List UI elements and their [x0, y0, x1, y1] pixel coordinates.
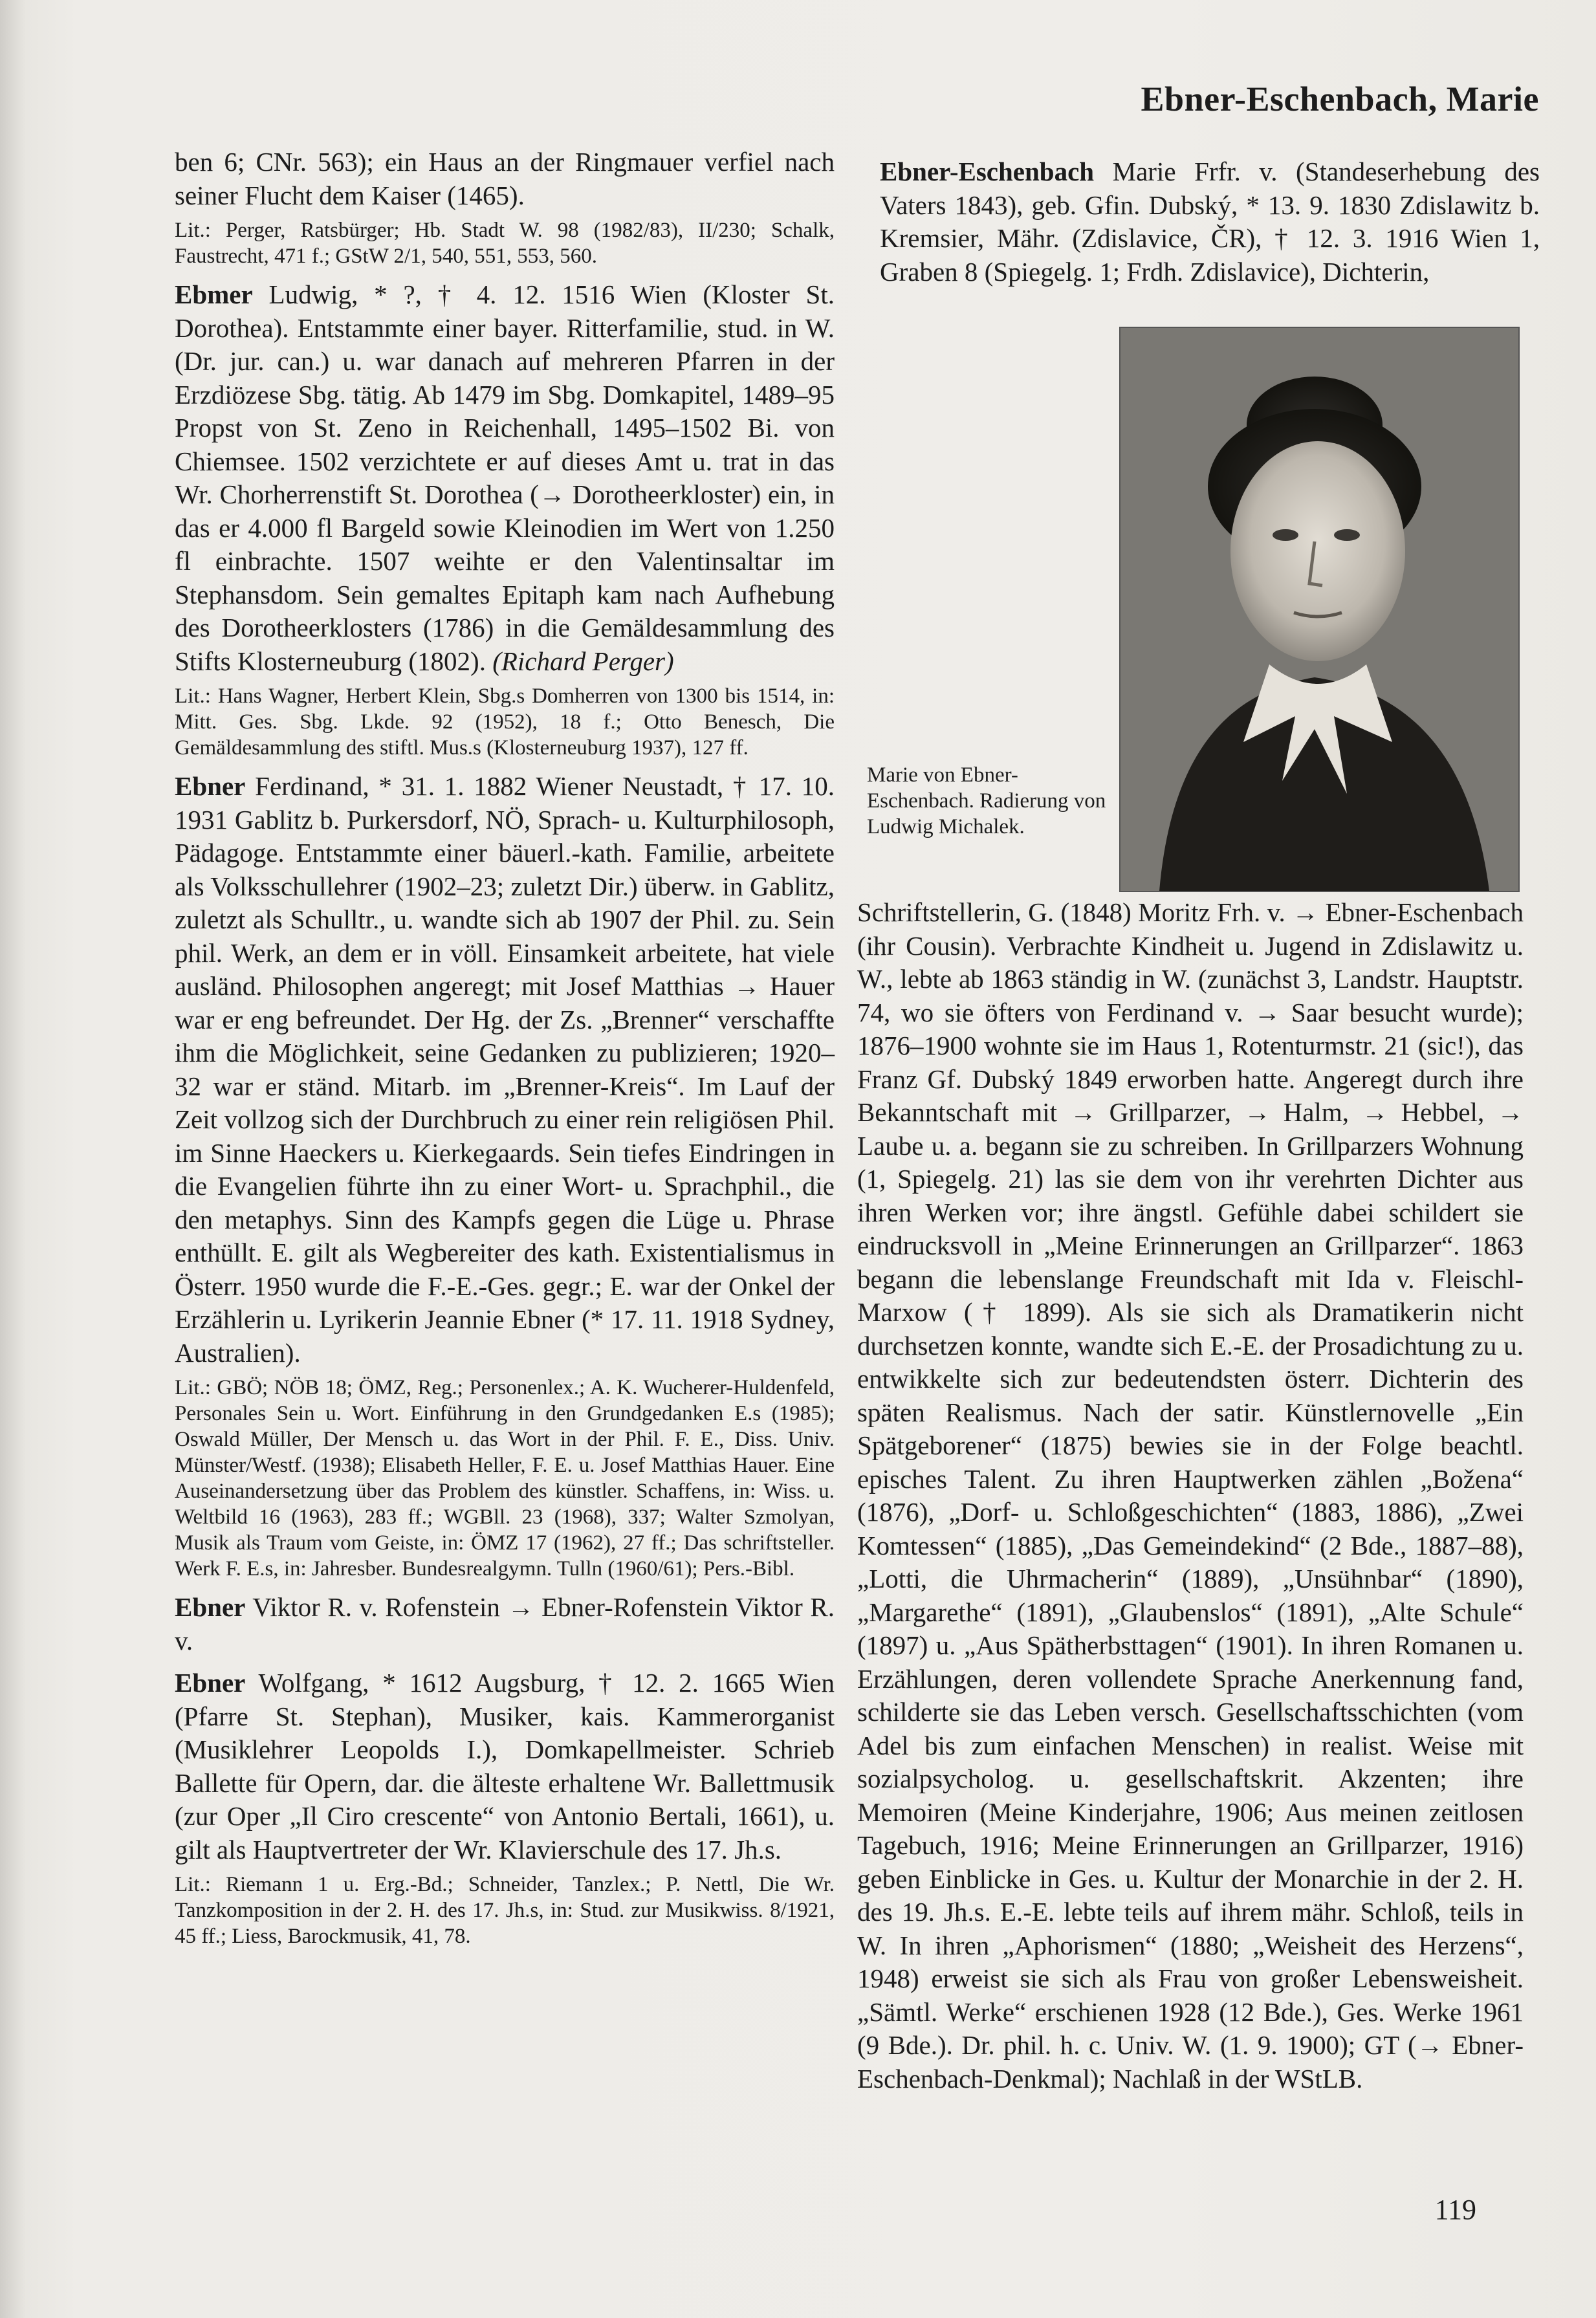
- running-header: Ebner-Eschenbach, Marie: [1141, 80, 1539, 118]
- entry-text: Ludwig, * ?, † 4. 12. 1516 Wien (Kloster St. Dorothea). Entstammte einer bayer. Ritterfamilie, stud. in W. (Dr. jur. can.) u. war danach auf mehreren Pfarren in der Erzdiözese Sbg. tätig. Ab 1479 im Sbg. Domkapitel, 1489–95 Propst von St. Zeno in Reichenhall, 1495–1502 Bi. von Chiemsee. 1502 verzichtete er auf dieses Amt u. trat in das Wr. Chorherrenstift St. Dorothea (→ Dorotheerkloster) ein, in das er 4.000 fl Bargeld sowie Kleinodien im Wert von 1.250 fl einbrachte. 1507 weihte er den Valentinsaltar im Stephansdom. Sein gemaltes Epitaph kam nach Aufhebung des Dorotheerklosters (1786) in die Gemäldesammlung des Stifts Klosterneuburg (1802).: [175, 279, 835, 676]
- entry-continuation: Schriftstellerin, G. (1848) Moritz Frh. v. → Ebner-Eschenbach (ihr Cousin). Verbrachte Kindheit u. Jugend in Zdislawitz u. W., lebte ab 1863 ständig in W. (zunächst 3, Landstr. Hauptstr. 74, wo sie öfters von Ferdinand v. → Saar besucht wurde); 1876–1900 wohnte sie im Haus 1, Rotenturmstr. 21 (sic!), das Franz Gf. Dubský 1849 erworben hatte. Angeregt durch ihre Bekanntschaft mit → Grillparzer, → Halm, → Hebbel, → Laube u. a. begann sie zu schreiben. In Grillparzers Wohnung (1, Spiegelg. 21) las sie dem von ihr verehrten Dichter aus ihren Werken vor; ihre ängstl. Gefühle dabei schildert sie eindrucksvoll in „Meine Erinnerungen an Grillparzer“. 1863 begann die lebenslange Freundschaft mit Ida v. Fleischl-Marxow († 1899). Als sie sich als Dramatikerin nicht durchsetzen konnte, wandte sich E.-E. der Prosadichtung zu u. entwikkelte sich zur bedeutendsten österr. Dichterin des späten Realismus. Nach der satir. Künstlernovelle „Ein Spätgeborener“ (1875) bewies sie in der Folge beachtl. episches Talent. Zu ihren Hauptwerken zählen „Božena“ (1876), „Dorf- u. Schloßgeschichten“ (1883, 1886), „Zwei Komtessen“ (1885), „Das Gemeindekind“ (2 Bde., 1887–88), „Lotti, die Uhrmacherin“ (1889), „Unsühnbar“ (1890), „Margarethe“ (1891), „Glaubenslos“ (1891), „Alte Schule“ (1897) u. „Aus Spätherbsttagen“ (1901). In ihren Romanen u. Erzählungen, deren vollendete Sprache Anerkennung fand, schilderte sie das Leben versch. Gesellschaftsschichten (vom Adel bis zum einfachen Menschen) in realist. Weise mit sozialpsycholog. u. gesellschaftskrit. Akzenten; ihre Memoiren (Meine Kinderjahre, 1906; Aus meinen zeitlosen Tagebuch, 1916; Meine Erinnerungen an Grillparzer, 1916) geben Einblicke in Ges. u. Kultur der Monarchie in der 2. H. des 19. Jh.s. E.-E. lebte teils auf ihrem mähr. Schloß, teils in W. In ihren „Aphorismen“ (1880; „Weisheit des Herzens“, 1948) erweist sie sich als Frau von großer Lebensweisheit. „Sämtl. Werke“ erschienen 1928 (12 Bde.), Ges. Werke 1961 (9 Bde.). Dr. phil. h. c. Univ. W. (1. 9. 1900); GT (→ Ebner-Eschenbach-Denkmal); Nachlaß in der WStLB.: [857, 897, 1524, 2094]
- left-column: [175, 146, 835, 1953]
- portrait-image: [1119, 327, 1520, 892]
- entry-ebner-ferdinand: [175, 770, 835, 1370]
- entry-ebner-eschenbach-intro: [880, 155, 1540, 289]
- entry-ebner-wolfgang: [175, 1667, 835, 1866]
- entry-text: Viktor R. v. Rofenstein → Ebner-Rofenstein Viktor R. v.: [175, 1592, 835, 1656]
- headword: Ebner: [175, 1668, 246, 1698]
- portrait-etching-icon: [1120, 328, 1518, 891]
- entry-ebner-viktor: [175, 1591, 835, 1657]
- entry-text: Marie Frfr. v. (Standeserhebung des Vaters 1843), geb. Gfin. Dubský, * 13. 9. 1830 Zdislawitz b. Kremsier, Mähr. (Zdislavice, ČR), † 12. 3. 1916 Wien 1, Graben 8 (Spiegelg. 1; Frdh. Zdislavice), Dichterin,: [880, 157, 1540, 287]
- literature-note: Lit.: GBÖ; NÖB 18; ÖMZ, Reg.; Personenlex.; A. K. Wucherer-Huldenfeld, Personales Sein u. Wort. Einführung in den Grundgedanken E.s (1985); Oswald Müller, Der Mensch u. das Wort in der Phil. F. E., Diss. Univ. Münster/Westf. (1938); Elisabeth Heller, F. E. u. Josef Matthias Hauer. Eine Auseinandersetzung über das Problem des künstler. Schaffens, in: Wiss. u. Weltbild 16 (1963), 283 ff.; WGBll. 23 (1968), 337; Walter Szmolyan, Musik als Traum vom Geiste, in: ÖMZ 17 (1962), 27 ff.; Das schriftsteller. Werk F. E.s, in: Jahresber. Bundesrealgymn. Tulln (1960/61); Pers.-Bibl.: [175, 1376, 835, 1580]
- headword: Ebner: [175, 1592, 246, 1622]
- literature-note: Lit.: Riemann 1 u. Erg.-Bd.; Schneider, Tanzlex.; P. Nettl, Die Wr. Tanzkomposition in der 2. H. des 17. Jh.s, in: Stud. zur Musikwiss. 8/1921, 45 ff.; Liess, Barockmusik, 41, 78.: [175, 1873, 835, 1948]
- literature-note: Lit.: Perger, Ratsbürger; Hb. Stadt W. 98 (1982/83), II/230; Schalk, Faustrecht, 471 f.; GStW 2/1, 540, 551, 553, 560.: [175, 219, 835, 268]
- entry-ebmer-ludwig: [175, 278, 835, 678]
- intro-paragraph: [880, 155, 1540, 289]
- right-column: [857, 896, 1524, 2095]
- headword: Ebner: [175, 771, 246, 801]
- headword: Ebner-Eschenbach: [880, 157, 1095, 186]
- page-number: 119: [1434, 2194, 1476, 2225]
- text-fragment: ben 6; CNr. 563); ein Haus an der Ringmauer verfiel nach seiner Flucht dem Kaiser (1465).: [175, 147, 835, 210]
- portrait-caption: Marie von Ebner-Eschenbach. Radierung von Ludwig Michalek.: [867, 763, 1106, 838]
- literature-note: Lit.: Hans Wagner, Herbert Klein, Sbg.s Domherren von 1300 bis 1514, in: Mitt. Ges. Sbg. Lkde. 92 (1952), 18 f.; Otto Benesch, Die Gemäldesammlung des stiftl. Mus.s (Klosterneuburg 1937), 127 ff.: [175, 684, 835, 760]
- headword: Ebmer: [175, 279, 253, 309]
- entry-author: (Richard Perger): [485, 646, 674, 676]
- entry-text: Wolfgang, * 1612 Augsburg, † 12. 2. 1665 Wien (Pfarre St. Stephan), Musiker, kais. Kammerorganist (Musiklehrer Leopolds I.), Domkapellmeister. Schrieb Ballette für Opern, dar. die älteste erhaltene Wr. Ballettmusik (zur Oper „Il Ciro crescente“ von Antonio Bertali, 1661), u. gilt als Hauptvertreter der Wr. Klavierschule des 17. Jh.s.: [175, 1668, 835, 1864]
- entry-text: Ferdinand, * 31. 1. 1882 Wiener Neustadt, † 17. 10. 1931 Gablitz b. Purkersdorf, NÖ, Sprach- u. Kulturphilosoph, Pädagoge. Entstammte einer bäuerl.-kath. Familie, arbeitete als Volksschullehrer (1902–23; zuletzt Dir.) überw. in Gablitz, zuletzt als Schulltr., u. wandte sich ab 1907 der Phil. zu. Sein phil. Werk, an dem er in völl. Einsamkeit arbeitete, hat viele ausländ. Philosophen angeregt; mit Josef Matthias → Hauer war er eng befreundet. Der Hg. der Zs. „Brenner“ verschaffte ihm die Möglichkeit, seine Gedanken zu publizieren; 1920–32 war er ständ. Mitarb. im „Brenner-Kreis“. Im Lauf der Zeit vollzog sich der Durchbruch zu einer rein religiösen Phil. im Sinne Haeckers u. Kierkegaards. Sein tiefes Eindringen in die Evangelien führte ihn zu einer Wort- u. Sprachphil., die den metaphys. Sinn des Kampfs gegen die Lüge u. Phrase enthüllt. E. gilt als Wegbereiter des kath. Existentialismus in Österr. 1950 wurde die F.-E.-Ges. gegr.; E. war der Onkel der Erzählerin u. Lyrikerin Jeannie Ebner (* 17. 11. 1918 Sydney, Australien).: [175, 771, 835, 1368]
